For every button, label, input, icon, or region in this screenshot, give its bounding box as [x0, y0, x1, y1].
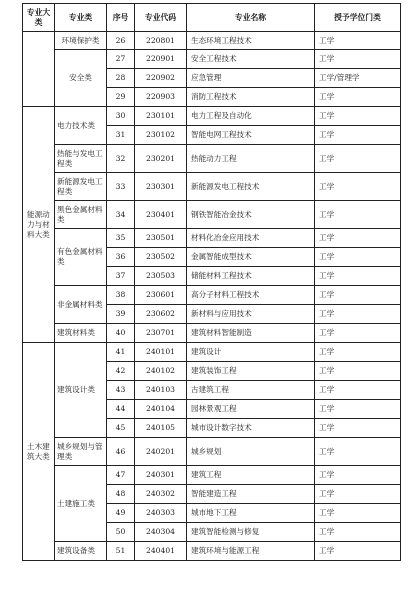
table-row — [23, 286, 401, 305]
name-cell: 电力工程及自动化 — [187, 107, 315, 126]
major-catalog-table — [22, 3, 401, 561]
code-cell: 230102 — [135, 126, 187, 145]
table-row — [23, 438, 401, 466]
category-cell: 环境保护类 — [55, 32, 107, 50]
degree-cell: 工学 — [315, 248, 401, 267]
seq-cell: 38 — [107, 286, 135, 305]
degree-cell: 工学 — [315, 229, 401, 248]
name-cell: 建筑装饰工程 — [187, 362, 315, 381]
degree-cell: 工学 — [315, 286, 401, 305]
seq-cell: 46 — [107, 438, 135, 466]
seq-cell: 50 — [107, 523, 135, 542]
name-cell: 建筑环境与能源工程 — [187, 542, 315, 561]
name-cell: 应急管理 — [187, 69, 315, 88]
name-cell: 建筑智能检测与修复 — [187, 523, 315, 542]
big-category-cell: 能源动力与材料大类 — [23, 107, 55, 343]
name-cell: 建筑工程 — [187, 466, 315, 485]
degree-cell: 工学 — [315, 504, 401, 523]
degree-cell: 工学 — [315, 201, 401, 229]
degree-cell: 工学/管理学 — [315, 69, 401, 88]
category-cell: 热能与发电工程类 — [55, 145, 107, 173]
name-cell: 热能动力工程 — [187, 145, 315, 173]
degree-cell: 工学 — [315, 88, 401, 107]
category-cell: 电力技术类 — [55, 107, 107, 145]
seq-cell: 40 — [107, 324, 135, 343]
code-cell: 240103 — [135, 381, 187, 400]
code-cell: 230502 — [135, 248, 187, 267]
seq-cell: 36 — [107, 248, 135, 267]
table-row — [23, 32, 401, 50]
category-cell: 黑色金属材料类 — [55, 201, 107, 229]
seq-cell: 47 — [107, 466, 135, 485]
degree-cell: 工学 — [315, 419, 401, 438]
name-cell: 钢铁智能冶金技术 — [187, 201, 315, 229]
seq-cell: 30 — [107, 107, 135, 126]
degree-cell: 工学 — [315, 523, 401, 542]
name-cell: 储能材料工程技术 — [187, 267, 315, 286]
code-cell: 240201 — [135, 438, 187, 466]
big-category-cell: 土木建筑大类 — [23, 343, 55, 561]
header-code: 专业代码 — [135, 4, 187, 32]
header-category: 专业类 — [55, 4, 107, 32]
header-big-category: 专业大类 — [23, 4, 55, 32]
code-cell: 230602 — [135, 305, 187, 324]
code-cell: 230503 — [135, 267, 187, 286]
category-cell: 建筑设计类 — [55, 343, 107, 438]
degree-cell: 工学 — [315, 343, 401, 362]
degree-cell: 工学 — [315, 267, 401, 286]
category-cell: 建筑材料类 — [55, 324, 107, 343]
degree-cell: 工学 — [315, 145, 401, 173]
seq-cell: 26 — [107, 32, 135, 50]
name-cell: 金属智能成型技术 — [187, 248, 315, 267]
degree-cell: 工学 — [315, 381, 401, 400]
table-row — [23, 201, 401, 229]
table-row — [23, 50, 401, 69]
seq-cell: 39 — [107, 305, 135, 324]
degree-cell: 工学 — [315, 126, 401, 145]
name-cell: 建筑设计 — [187, 343, 315, 362]
code-cell: 220903 — [135, 88, 187, 107]
name-cell: 新能源发电工程技术 — [187, 173, 315, 201]
name-cell: 安全工程技术 — [187, 50, 315, 69]
table-row — [23, 343, 401, 362]
code-cell: 230601 — [135, 286, 187, 305]
code-cell: 230401 — [135, 201, 187, 229]
code-cell: 240304 — [135, 523, 187, 542]
table-row — [23, 466, 401, 485]
seq-cell: 43 — [107, 381, 135, 400]
seq-cell: 44 — [107, 400, 135, 419]
seq-cell: 37 — [107, 267, 135, 286]
code-cell: 240102 — [135, 362, 187, 381]
code-cell: 240301 — [135, 466, 187, 485]
degree-cell: 工学 — [315, 485, 401, 504]
name-cell: 建筑材料智能制造 — [187, 324, 315, 343]
name-cell: 城市地下工程 — [187, 504, 315, 523]
table-row — [23, 173, 401, 201]
seq-cell: 45 — [107, 419, 135, 438]
name-cell: 新材料与应用技术 — [187, 305, 315, 324]
degree-cell: 工学 — [315, 438, 401, 466]
code-cell: 230701 — [135, 324, 187, 343]
header-seq: 序号 — [107, 4, 135, 32]
code-cell: 230101 — [135, 107, 187, 126]
code-cell: 230201 — [135, 145, 187, 173]
big-category-cell — [23, 32, 55, 107]
category-cell: 有色金属材料类 — [55, 229, 107, 286]
code-cell: 230501 — [135, 229, 187, 248]
name-cell: 园林景观工程 — [187, 400, 315, 419]
category-cell: 城乡规划与管理类 — [55, 438, 107, 466]
header-degree: 授予学位门类 — [315, 4, 401, 32]
name-cell: 智能建造工程 — [187, 485, 315, 504]
code-cell: 220801 — [135, 32, 187, 50]
degree-cell: 工学 — [315, 466, 401, 485]
name-cell: 高分子材料工程技术 — [187, 286, 315, 305]
seq-cell: 28 — [107, 69, 135, 88]
table-row — [23, 542, 401, 561]
seq-cell: 51 — [107, 542, 135, 561]
degree-cell: 工学 — [315, 32, 401, 50]
seq-cell: 42 — [107, 362, 135, 381]
code-cell: 240303 — [135, 504, 187, 523]
category-cell: 安全类 — [55, 50, 107, 107]
seq-cell: 31 — [107, 126, 135, 145]
name-cell: 古建筑工程 — [187, 381, 315, 400]
category-cell: 新能源发电工程类 — [55, 173, 107, 201]
seq-cell: 29 — [107, 88, 135, 107]
name-cell: 城乡规划 — [187, 438, 315, 466]
table-row — [23, 229, 401, 248]
name-cell: 城市设计数字技术 — [187, 419, 315, 438]
header-name: 专业名称 — [187, 4, 315, 32]
degree-cell: 工学 — [315, 400, 401, 419]
category-cell: 土建施工类 — [55, 466, 107, 542]
code-cell: 240105 — [135, 419, 187, 438]
degree-cell: 工学 — [315, 50, 401, 69]
code-cell: 240302 — [135, 485, 187, 504]
degree-cell: 工学 — [315, 324, 401, 343]
seq-cell: 27 — [107, 50, 135, 69]
code-cell: 240401 — [135, 542, 187, 561]
code-cell: 240104 — [135, 400, 187, 419]
code-cell: 230301 — [135, 173, 187, 201]
degree-cell: 工学 — [315, 542, 401, 561]
name-cell: 消防工程技术 — [187, 88, 315, 107]
name-cell: 智能电网工程技术 — [187, 126, 315, 145]
degree-cell: 工学 — [315, 305, 401, 324]
table-header-row — [23, 4, 401, 32]
degree-cell: 工学 — [315, 107, 401, 126]
degree-cell: 工学 — [315, 173, 401, 201]
code-cell: 220901 — [135, 50, 187, 69]
seq-cell: 34 — [107, 201, 135, 229]
seq-cell: 49 — [107, 504, 135, 523]
table-row — [23, 145, 401, 173]
category-cell: 建筑设备类 — [55, 542, 107, 561]
category-cell: 非金属材料类 — [55, 286, 107, 324]
degree-cell: 工学 — [315, 362, 401, 381]
table-row — [23, 107, 401, 126]
seq-cell: 33 — [107, 173, 135, 201]
name-cell: 生态环境工程技术 — [187, 32, 315, 50]
table-row — [23, 324, 401, 343]
name-cell: 材料化冶金应用技术 — [187, 229, 315, 248]
seq-cell: 48 — [107, 485, 135, 504]
seq-cell: 32 — [107, 145, 135, 173]
code-cell: 240101 — [135, 343, 187, 362]
seq-cell: 41 — [107, 343, 135, 362]
seq-cell: 35 — [107, 229, 135, 248]
code-cell: 220902 — [135, 69, 187, 88]
